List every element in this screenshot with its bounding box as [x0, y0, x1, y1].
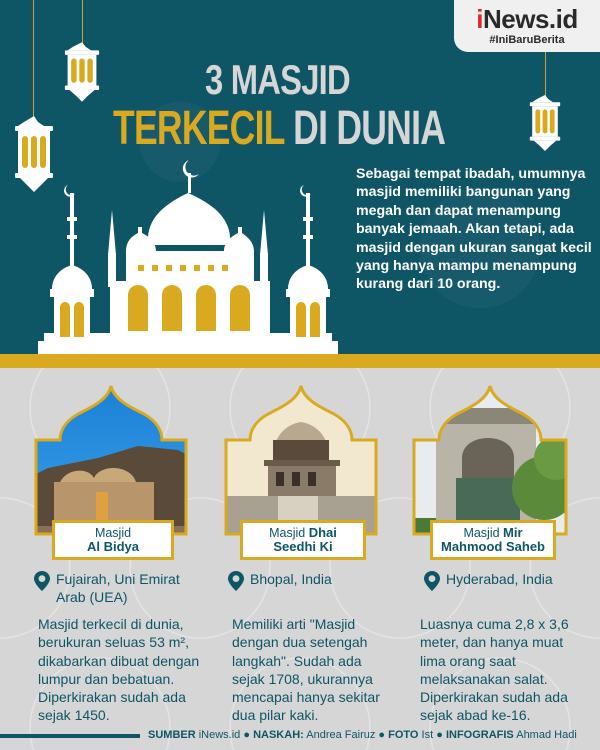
label-name: Mahmood Saheb	[440, 539, 545, 554]
lantern-string	[82, 0, 83, 44]
intro-paragraph: Sebagai tempat ibadah, umumnya masjid memiliki bangunan yang megah dan dapat menampung banyak jemaah. Akan tetapi, ada masjid dengan ukuran sangat kecil yang hanya mampu menampung kurang dari 10 orang.	[356, 166, 592, 293]
footer-accent-bar	[0, 734, 140, 738]
description-1: Masjid terkecil di dunia, berukuran seluas 53 m², dikabarkan dibuat dengan lumpur dan bebatuan. Diperkirakan sudah ada sejak 1450.	[38, 616, 200, 724]
location-1	[34, 570, 209, 606]
mosque-photo-dhai-seedhi-ki	[218, 378, 384, 538]
label-name: Seedhi Ki	[273, 539, 333, 554]
location-text: Hyderabad, India	[446, 571, 553, 587]
credit-value: iNews.id	[195, 729, 244, 741]
logo-name: News.id	[482, 4, 578, 34]
mosque-photo-mir-mahmood-saheb	[406, 378, 574, 538]
mosque-name-label	[430, 520, 556, 560]
separator-dot: ●	[378, 729, 386, 741]
map-pin-icon	[424, 571, 440, 591]
mosque-card-3	[406, 378, 574, 558]
brand-logo	[454, 0, 600, 52]
mosque-card-2	[218, 378, 384, 558]
mosque-card-1	[28, 378, 194, 558]
description-2: Memiliki arti "Masjid dengan dua setengah langkah". Sudah ada sejak 1708, ukurannya mencapai hanya sekitar dua pilar kaki.	[232, 616, 380, 724]
credit-value: Ahmad Hadi	[513, 729, 577, 741]
location-2	[228, 570, 398, 588]
map-pin-icon	[34, 571, 50, 591]
label-name: Al Bidya	[86, 539, 139, 554]
mosque-photo-al-bidya	[28, 378, 194, 538]
credits	[148, 728, 577, 742]
credit-label: FOTO	[388, 729, 419, 741]
separator-dot: ●	[243, 729, 251, 741]
logo-tagline: #IniBaruBerita	[489, 34, 565, 46]
lantern-icon	[64, 42, 100, 102]
lantern-string	[33, 0, 34, 118]
credit-label: NASKAH:	[253, 729, 304, 741]
location-3	[424, 570, 594, 588]
separator-dot: ●	[436, 729, 443, 741]
label-prefix: Masjid	[94, 526, 132, 540]
credit-value: Andrea Fairuz	[303, 729, 379, 741]
header-banner	[0, 0, 600, 354]
credit-label: SUMBER	[148, 729, 196, 741]
title-rest: DI DUNIA	[284, 102, 446, 155]
location-text: Bhopal, India	[250, 571, 332, 587]
mosque-illustration	[38, 155, 338, 354]
credit-label: INFOGRAFIS	[445, 729, 514, 741]
logo-text	[454, 5, 600, 33]
mosque-name-label	[240, 520, 366, 560]
label-name: Dhai	[308, 525, 337, 540]
page-title-line2	[113, 104, 445, 154]
location-text: Fujairah, Uni Emirat Arab (UEA)	[56, 571, 180, 605]
description-3: Luasnya cuma 2,8 x 3,6 meter, dan hanya muat lima orang saat melaksanakan salat. Diperkirakan sudah ada sejak abad ke-16.	[420, 616, 569, 724]
lantern-icon	[529, 94, 561, 152]
map-pin-icon	[228, 571, 244, 591]
label-prefix: Masjid	[463, 526, 500, 540]
logo-i: i	[476, 4, 483, 34]
credit-value: Ist	[418, 729, 437, 741]
lantern-string	[545, 52, 546, 96]
page-title-line1: 3 MASJID	[205, 56, 350, 103]
divider-band	[0, 354, 600, 368]
title-highlight: TERKECIL	[113, 102, 285, 155]
label-prefix: Masjid	[269, 526, 306, 540]
label-name: Mir	[503, 525, 523, 540]
mosque-name-label	[52, 520, 174, 560]
